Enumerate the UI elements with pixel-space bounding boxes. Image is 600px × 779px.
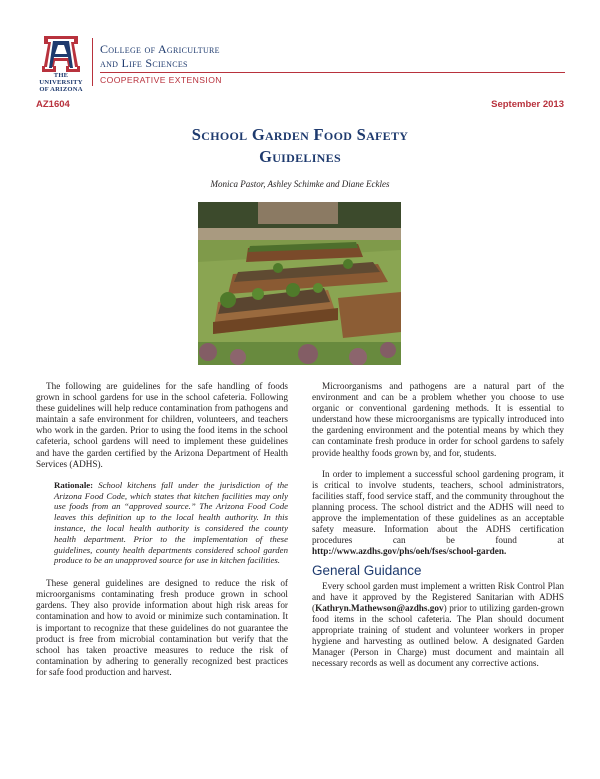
university-line2: OF ARIZONA bbox=[39, 86, 83, 93]
rationale-text: School kitchens fall under the jurisdiction of the Arizona Food Code, which states that kitchen facilities may only use foods from an “approved source.” The Arizona Food Code leaves this definition up to the local health authority. In this instance, the local health authority is considered the county health department. Prior to the implementation of these guidelines, county health departments considered school garden produce to be an unapproved source for use in kitchen facilities. bbox=[54, 479, 288, 566]
rationale-box bbox=[54, 480, 288, 566]
implementation-text: In order to implement a successful school gardening program, it is critical to involve students, teachers, school administrators, facilities staff, food service staff, and the community throughout the planning process. The school district and the ADHS will need to approve the implementation of these guidelines as an acceptable safety measure. Information about the ADHS certification procedures can be found at bbox=[312, 468, 564, 546]
right-column bbox=[312, 381, 564, 679]
header-divider bbox=[92, 38, 93, 86]
guidelines-paragraph: These general guidelines are designed to reduce the risk of microorganisms contaminating fresh produce grown in school gardens. They also provide information about high risk areas for contamination and how to avoid or minimize such contamination. It is important to recognize that these guidelines do not guarantee the product is free from microbial contamination but verify that the school has taken proactive measures to reduce the risk of contamination by adhering to generally recognized best practices for safe food production and harvest. bbox=[36, 578, 288, 677]
microorganisms-paragraph: Microorganisms and pathogens are a natural part of the environment and can be a problem whether you choose to use organic or conventional gardening methods. It is essential to understand how these microorganisms are typically introduced into the gardening environment and the potential means by which they can contaminate fresh produce in order for school gardens to safely provide healthy foods grown by, and for, students. bbox=[312, 381, 564, 458]
block-a-logo-icon bbox=[42, 36, 80, 72]
publication-date: September 2013 bbox=[491, 99, 564, 110]
college-line2: and Life Sciences bbox=[100, 56, 188, 70]
garden-photo bbox=[198, 202, 401, 365]
intro-paragraph: The following are guidelines for the safe handling of foods grown in school gardens for use in the school cafeteria. Following these guidelines will help reduce contamination from pathogens and maintain a safe environment for children, volunteers, and teachers who work in the garden. Prior to using the food items in the school cafeteria, school gardens will need to implement these guidelines and have the garden certified by the Arizona Department of Health Services (ADHS). bbox=[36, 381, 288, 469]
university-logo bbox=[33, 36, 89, 93]
page-title bbox=[0, 124, 600, 168]
title-line1: School Garden Food Safety bbox=[191, 125, 409, 144]
guidance-text-a: Every school garden must implement a written Risk Control Plan and have it approved by the Registered Sanitarian with ADHS ( bbox=[312, 580, 564, 613]
cooperative-extension: COOPERATIVE EXTENSION bbox=[100, 75, 222, 85]
title-line2: Guidelines bbox=[259, 147, 341, 166]
college-line1: College of Agriculture bbox=[100, 42, 220, 56]
publication-number: AZ1604 bbox=[36, 99, 70, 110]
section-heading-general-guidance: General Guidance bbox=[312, 563, 422, 579]
authors: Monica Pastor, Ashley Schimke and Diane Eckles bbox=[210, 179, 390, 189]
header-rule bbox=[100, 72, 565, 73]
adhs-email-link[interactable]: Kathryn.Mathewson@azdhs.gov bbox=[315, 602, 444, 613]
college-name bbox=[100, 42, 220, 70]
university-line1: THE UNIVERSITY bbox=[39, 72, 83, 86]
left-column bbox=[36, 381, 288, 688]
guidance-text-b: ) prior to utilizing garden-grown food items in the school cafeteria. The Plan should document appropriate training of student and volunteer workers in proper hygiene and harvesting as outlined below. A designated Garden Manager (Person in Charge) must document and maintain all necessary records as well as document any corrective actions. bbox=[312, 602, 564, 669]
general-guidance-paragraph bbox=[312, 581, 564, 670]
adhs-link[interactable]: http://www.azdhs.gov/phs/oeh/fses/school-garden. bbox=[312, 546, 507, 557]
rationale-label: Rationale: bbox=[54, 479, 94, 490]
implementation-paragraph bbox=[312, 469, 564, 558]
